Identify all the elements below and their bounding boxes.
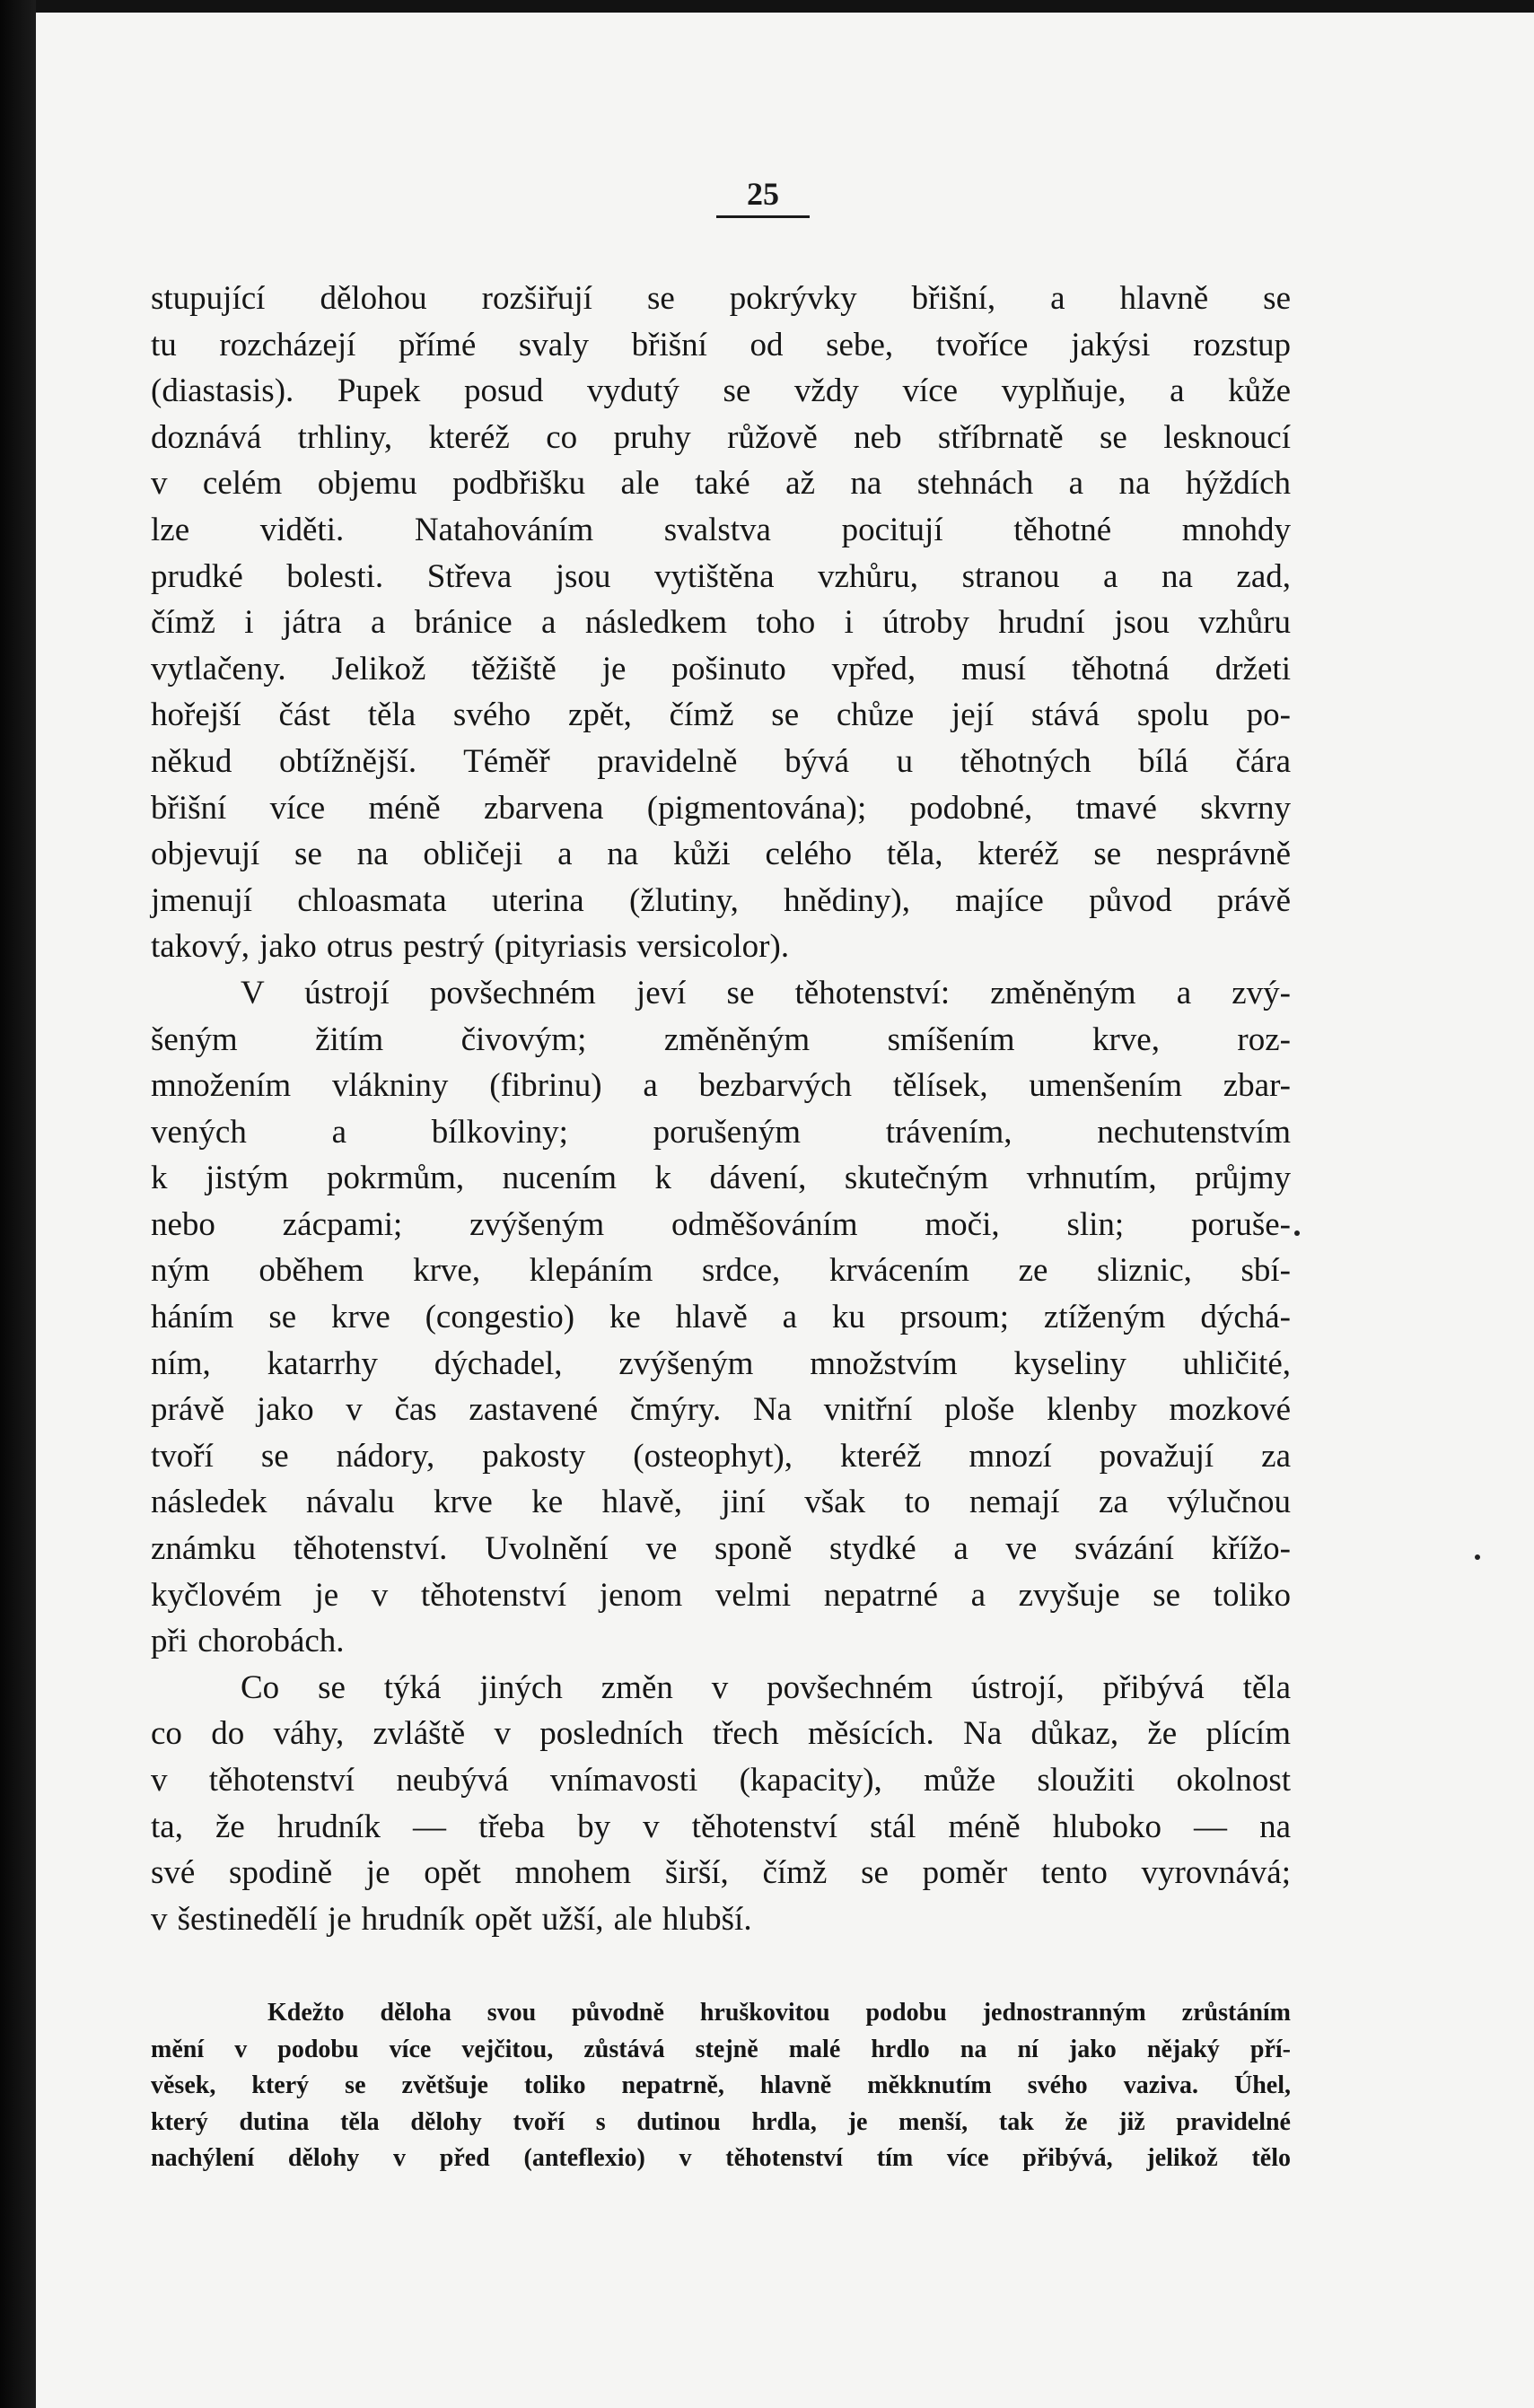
body-line: někud obtížnější. Téměř pravidelně bývá u těhotných bílá čára	[151, 742, 1291, 780]
body-line: vených a bílkoviny; porušeným trávením, nechutenstvím	[151, 1113, 1291, 1151]
footnote-line: věsek, který se zvětšuje toliko nepatrně, hlavně měkknutím svého vaziva. Úhel,	[151, 2071, 1291, 2099]
footnote-line: mění v podobu více vejčitou, zůstává stejně malé hrdlo na ní jako nějaký pří-	[151, 2035, 1291, 2063]
body-line: břišní více méně zbarvena (pigmentována); podobné, tmavé skvrny	[151, 789, 1291, 827]
body-line: prudké bolesti. Střeva jsou vytištěna vzhůru, stranou a na zad,	[151, 557, 1291, 595]
body-line: lze viděti. Natahováním svalstva pocitují těhotné mnohdy	[151, 511, 1291, 548]
footnote-line: nachýlení dělohy v před (anteflexio) v těhotenství tím více přibývá, jelikož tělo	[151, 2144, 1291, 2172]
body-line: nebo zácpami; zvýšeným odměšováním moči, slin; poruše-	[151, 1205, 1291, 1243]
body-line: hořejší část těla svého zpět, čímž se chůze její stává spolu po-	[151, 696, 1291, 734]
body-line: doznává trhliny, kteréž co pruhy růžově neb stříbrnatě se lesknoucí	[151, 418, 1291, 456]
body-line: (diastasis). Pupek posud vydutý se vždy více vyplňuje, a kůže	[151, 372, 1291, 410]
body-line: tu rozcházejí přímé svaly břišní od sebe, tvoříce jakýsi rozstup	[151, 326, 1291, 363]
body-line: v šestinedělí je hrudník opět užší, ale hlubší.	[151, 1900, 752, 1938]
body-line: známku těhotenství. Uvolnění ve sponě stydké a ve svázání křížo-	[151, 1530, 1291, 1568]
body-line: háním se krve (congestio) ke hlavě a ku prsoum; ztíženým dýchá-	[151, 1299, 1291, 1336]
body-line: objevují se na obličeji a na kůži celého těla, kteréž se nesprávně	[151, 836, 1291, 873]
body-line: co do váhy, zvláště v posledních třech měsících. Na důkaz, že plícím	[151, 1715, 1291, 1753]
footnote-line: Kdežto děloha svou původně hruškovitou podobu jednostranným zrůstáním	[267, 1999, 1291, 2027]
scan-edge	[0, 0, 36, 2408]
body-line: v celém objemu podbřišku ale také až na stehnách a na hýždích	[151, 465, 1291, 503]
body-line: šeným žitím čivovým; změněným smíšením krve, roz-	[151, 1020, 1291, 1058]
body-line: následek návalu krve ke hlavě, jiní však to nemají za výlučnou	[151, 1484, 1291, 1521]
body-line: množením vlákniny (fibrinu) a bezbarvých tělísek, umenšením zbar-	[151, 1067, 1291, 1105]
body-line: své spodině je opět mnohem širší, čímž se poměr tento vyrovnává;	[151, 1854, 1291, 1892]
body-line: v těhotenství neubývá vnímavosti (kapacity), může sloužiti okolnost	[151, 1762, 1291, 1799]
body-line: při chorobách.	[151, 1623, 345, 1660]
body-line: vytlačeny. Jelikož těžiště je pošinuto vpřed, musí těhotná držeti	[151, 650, 1291, 687]
body-line: jmenují chloasmata uterina (žlutiny, hnědiny), majíce původ právě	[151, 881, 1291, 919]
footnote-line: který dutina těla dělohy tvoří s dutinou hrdla, je menší, tak že již pravidelné	[151, 2107, 1291, 2136]
scan-speck	[1475, 1554, 1480, 1560]
body-line: kyčlovém je v těhotenství jenom velmi nepatrné a zvyšuje se toliko	[151, 1576, 1291, 1614]
body-line: Co se týká jiných změn v povšechném ústrojí, přibývá těla	[241, 1668, 1291, 1706]
body-line: tvoří se nádory, pakosty (osteophyt), kteréž mnozí považují za	[151, 1437, 1291, 1475]
footnote	[151, 1995, 1291, 2177]
body-line: ným oběhem krve, klepáním srdce, krvácením ze sliznic, sbí-	[151, 1252, 1291, 1290]
body-line: takový, jako otrus pestrý (pityriasis versicolor).	[151, 928, 790, 966]
page-number: 25	[716, 178, 810, 218]
document-page	[36, 13, 1534, 2408]
body-line: právě jako v čas zastavené čmýry. Na vnitřní ploše klenby mozkové	[151, 1391, 1291, 1429]
body-line: ním, katarrhy dýchadel, zvýšeným množstvím kyseliny uhličité,	[151, 1344, 1291, 1382]
body-line: stupující dělohou rozšiřují se pokrývky břišní, a hlavně se	[151, 280, 1291, 317]
body-line: k jistým pokrmům, nucením k dávení, skutečným vrhnutím, průjmy	[151, 1160, 1291, 1197]
body-line: V ústrojí povšechném jeví se těhotenství: změněným a zvý-	[241, 974, 1291, 1011]
scan-speck	[1294, 1230, 1300, 1236]
body-line: čímž i játra a bránice a následkem toho i útroby hrudní jsou vzhůru	[151, 604, 1291, 642]
body-line: ta, že hrudník — třeba by v těhotenství stál méně hluboko — na	[151, 1808, 1291, 1845]
body-text	[151, 276, 1291, 1942]
